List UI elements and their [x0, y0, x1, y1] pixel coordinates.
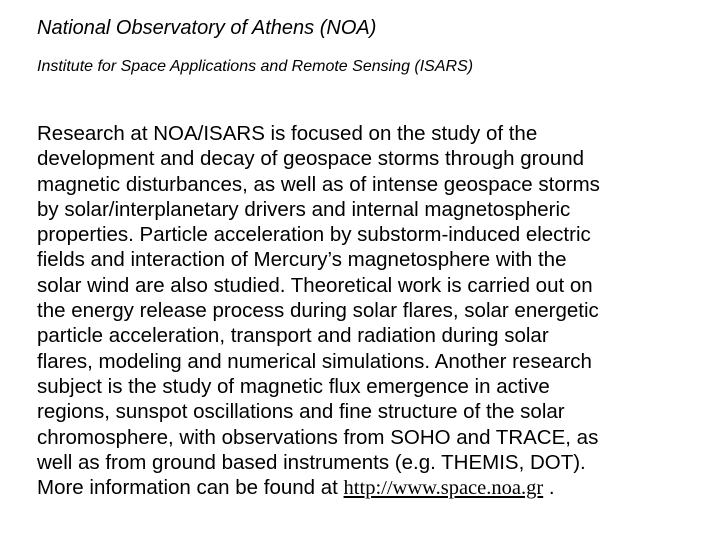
- paragraph-line: flares, modeling and numerical simulations. Another research: [37, 349, 592, 373]
- paragraph-line: the energy release process during solar flares, solar energetic: [37, 299, 599, 323]
- paragraph-line: chromosphere, with observations from SOHO and TRACE, as: [37, 425, 599, 449]
- paragraph-line: properties. Particle acceleration by substorm-induced electric: [37, 223, 591, 247]
- paragraph-line: solar wind are also studied. Theoretical work is carried out on: [37, 273, 593, 297]
- paragraph-line: development and decay of geospace storms through ground: [37, 147, 585, 171]
- more-info-text: More information can be found at: [37, 476, 344, 500]
- closing-period: .: [543, 476, 555, 500]
- page-title: National Observatory of Athens (NOA): [37, 17, 377, 39]
- paragraph-line: magnetic disturbances, as well as of intense geospace storms: [37, 172, 600, 196]
- website-link[interactable]: http://www.space.noa.gr: [343, 477, 544, 500]
- paragraph-line: regions, sunspot oscillations and fine structure of the solar: [37, 400, 565, 424]
- paragraph-line: Research at NOA/ISARS is focused on the study of the: [37, 122, 538, 145]
- paragraph-line: particle acceleration, transport and radiation during solar: [37, 324, 549, 348]
- page-subtitle: Institute for Space Applications and Remote Sensing (ISARS): [37, 58, 474, 75]
- paragraph-line: fields and interaction of Mercury’s magnetosphere with the: [37, 248, 567, 272]
- body-paragraph: [37, 121, 712, 501]
- paragraph-line: well as from ground based instruments (e.g. THEMIS, DOT).: [37, 450, 586, 474]
- paragraph-line: by solar/interplanetary drivers and internal magnetospheric: [37, 197, 571, 221]
- paragraph-line: subject is the study of magnetic flux emergence in active: [37, 374, 550, 398]
- paragraph-last-line: [37, 475, 712, 501]
